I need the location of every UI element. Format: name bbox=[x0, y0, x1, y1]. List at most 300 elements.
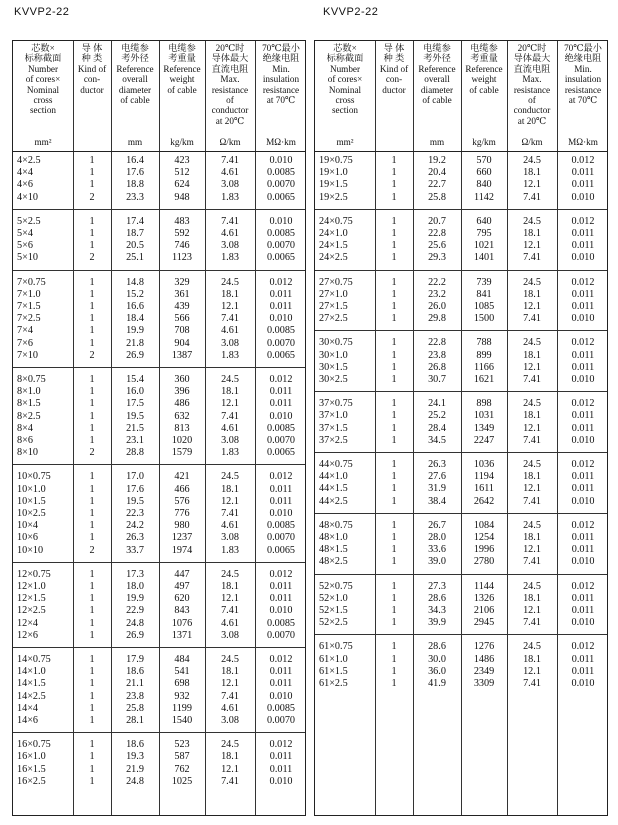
cell-diameter: 18.6 bbox=[126, 666, 144, 678]
cell-resistance: 12.1 bbox=[221, 763, 239, 775]
table-row bbox=[13, 240, 305, 252]
cell-diameter: 16.6 bbox=[126, 301, 144, 312]
cell-section: 10×4 bbox=[17, 520, 39, 532]
cell-resistance: 24.5 bbox=[221, 374, 239, 385]
cell-resistance: 3.08 bbox=[221, 179, 239, 191]
cell-weight: 788 bbox=[476, 337, 492, 349]
cell-kind: 1 bbox=[89, 398, 95, 410]
cell-diameter: 41.9 bbox=[428, 678, 446, 689]
table-row bbox=[315, 532, 607, 544]
cell-insulation: 0.0085 bbox=[266, 520, 295, 532]
table-row bbox=[315, 605, 607, 617]
cell-section: 19×1.0 bbox=[319, 167, 348, 179]
table-row bbox=[13, 678, 305, 690]
cell-insulation: 0.0085 bbox=[266, 702, 295, 714]
cell-section: 24×2.5 bbox=[319, 252, 348, 264]
cell-insulation: 0.0070 bbox=[266, 532, 295, 544]
cell-diameter: 24.1 bbox=[428, 398, 446, 410]
cell-kind: 1 bbox=[391, 641, 397, 653]
cell-insulation: 0.012 bbox=[269, 276, 293, 288]
cell-kind: 1 bbox=[391, 276, 397, 288]
cell-kind: 1 bbox=[391, 556, 397, 568]
cell-insulation: 0.011 bbox=[269, 483, 293, 495]
table-row bbox=[13, 155, 305, 167]
cell-insulation: 0.010 bbox=[269, 605, 293, 617]
cell-section: 8×10 bbox=[17, 447, 39, 459]
header-section-unit: mm² bbox=[336, 137, 354, 147]
cell-weight: 840 bbox=[476, 179, 492, 191]
table-row bbox=[315, 216, 607, 228]
table-row bbox=[13, 520, 305, 532]
cell-section: 52×2.5 bbox=[319, 617, 348, 629]
cell-section: 37×1.0 bbox=[319, 410, 348, 422]
cell-section: 7×2.5 bbox=[17, 313, 41, 325]
header-kind: 导 体 种 类 Kind of con- ductor bbox=[379, 43, 409, 95]
cell-section: 8×0.75 bbox=[17, 374, 46, 385]
table-row bbox=[13, 569, 305, 581]
cell-resistance: 12.1 bbox=[221, 593, 239, 605]
cell-diameter: 39.0 bbox=[428, 556, 446, 568]
cell-section: 7×6 bbox=[17, 337, 33, 349]
cell-weight: 1031 bbox=[473, 410, 495, 422]
table-row bbox=[315, 228, 607, 240]
cell-diameter: 21.8 bbox=[126, 337, 144, 349]
cell-weight: 587 bbox=[174, 751, 190, 763]
cell-insulation: 0.011 bbox=[269, 301, 293, 312]
cell-section: 30×1.0 bbox=[319, 349, 348, 361]
cell-weight: 592 bbox=[174, 228, 190, 239]
table-row bbox=[13, 277, 305, 289]
table-row bbox=[315, 398, 607, 410]
cell-kind: 1 bbox=[89, 568, 95, 580]
cell-insulation: 0.012 bbox=[571, 519, 595, 531]
cell-resistance: 18.1 bbox=[523, 228, 541, 239]
table-row bbox=[13, 313, 305, 325]
cell-section: 27×2.5 bbox=[319, 313, 348, 325]
cell-resistance: 12.1 bbox=[523, 483, 541, 495]
cell-resistance: 24.5 bbox=[523, 215, 541, 227]
cell-insulation: 0.011 bbox=[571, 592, 595, 604]
cell-kind: 1 bbox=[391, 483, 397, 495]
cell-kind: 1 bbox=[391, 215, 397, 227]
cell-section: 16×2.5 bbox=[17, 775, 46, 787]
cell-kind: 1 bbox=[391, 191, 397, 203]
cell-kind: 1 bbox=[89, 386, 95, 398]
cell-weight: 1020 bbox=[171, 435, 193, 446]
cell-kind: 1 bbox=[89, 532, 95, 544]
cell-resistance: 12.1 bbox=[523, 179, 541, 191]
cell-diameter: 22.9 bbox=[126, 605, 144, 617]
cell-kind: 1 bbox=[89, 155, 95, 166]
cell-diameter: 18.0 bbox=[126, 581, 144, 592]
cell-diameter: 18.6 bbox=[126, 739, 144, 751]
cell-kind: 1 bbox=[89, 276, 95, 288]
cell-insulation: 0.010 bbox=[269, 508, 293, 519]
cell-kind: 1 bbox=[391, 422, 397, 434]
cell-weight: 329 bbox=[174, 276, 190, 288]
cell-diameter: 16.4 bbox=[126, 155, 144, 166]
cell-weight: 762 bbox=[174, 763, 190, 775]
table-row bbox=[315, 617, 607, 629]
cell-diameter: 26.0 bbox=[428, 301, 446, 312]
cell-kind: 1 bbox=[89, 495, 95, 507]
cell-weight: 1401 bbox=[473, 252, 495, 264]
cell-insulation: 0.0070 bbox=[266, 435, 295, 446]
cell-insulation: 0.010 bbox=[571, 617, 595, 629]
cell-diameter: 20.7 bbox=[428, 215, 446, 227]
cell-kind: 1 bbox=[391, 544, 397, 556]
table-row bbox=[13, 411, 305, 423]
table-row bbox=[315, 179, 607, 191]
cell-insulation: 0.011 bbox=[571, 483, 595, 495]
cell-resistance: 1.83 bbox=[221, 447, 239, 459]
cell-section: 8×1.5 bbox=[17, 398, 41, 410]
cell-insulation: 0.011 bbox=[571, 422, 595, 434]
cell-insulation: 0.010 bbox=[571, 556, 595, 568]
cell-weight: 776 bbox=[174, 508, 190, 519]
cell-weight: 1326 bbox=[473, 592, 495, 604]
table-row bbox=[13, 484, 305, 496]
cell-resistance: 7.41 bbox=[523, 191, 541, 203]
table-row bbox=[315, 593, 607, 605]
cell-kind: 1 bbox=[391, 155, 397, 166]
group-separator bbox=[315, 391, 607, 392]
cell-kind: 1 bbox=[391, 495, 397, 507]
cell-section: 7×1.0 bbox=[17, 288, 41, 300]
cell-kind: 1 bbox=[89, 617, 95, 629]
table-row bbox=[13, 447, 305, 459]
cell-weight: 1486 bbox=[473, 653, 495, 665]
cell-kind: 1 bbox=[89, 325, 95, 337]
group-separator bbox=[13, 732, 305, 733]
cell-weight: 512 bbox=[174, 167, 190, 179]
cell-kind: 2 bbox=[89, 191, 95, 203]
cell-resistance: 7.41 bbox=[221, 508, 239, 519]
cell-section: 52×1.0 bbox=[319, 592, 348, 604]
cell-resistance: 18.1 bbox=[523, 349, 541, 361]
cell-kind: 1 bbox=[391, 519, 397, 531]
table-row bbox=[315, 520, 607, 532]
group-separator bbox=[13, 270, 305, 271]
cell-insulation: 0.0085 bbox=[266, 617, 295, 629]
table-row bbox=[13, 179, 305, 191]
group-separator bbox=[315, 209, 607, 210]
cell-diameter: 18.7 bbox=[126, 228, 144, 239]
cell-kind: 1 bbox=[89, 739, 95, 751]
cell-kind: 1 bbox=[89, 654, 95, 665]
cell-insulation: 0.010 bbox=[571, 313, 595, 325]
cell-diameter: 19.2 bbox=[428, 155, 446, 166]
group-separator bbox=[315, 330, 607, 331]
table-row bbox=[315, 666, 607, 678]
cell-weight: 1579 bbox=[171, 447, 193, 459]
cell-resistance: 18.1 bbox=[221, 751, 239, 763]
cell-resistance: 4.61 bbox=[221, 702, 239, 714]
cell-resistance: 12.1 bbox=[221, 495, 239, 507]
cell-weight: 1349 bbox=[473, 422, 495, 434]
table-row bbox=[315, 423, 607, 435]
cell-section: 61×0.75 bbox=[319, 641, 353, 653]
table-row bbox=[13, 739, 305, 751]
cell-resistance: 3.08 bbox=[221, 715, 239, 726]
cell-resistance: 24.5 bbox=[523, 519, 541, 531]
cell-kind: 1 bbox=[391, 252, 397, 264]
cell-insulation: 0.012 bbox=[269, 568, 293, 580]
cell-section: 27×1.0 bbox=[319, 288, 348, 300]
cell-resistance: 12.1 bbox=[523, 240, 541, 252]
cell-kind: 1 bbox=[89, 374, 95, 385]
cell-kind: 1 bbox=[89, 240, 95, 252]
cell-resistance: 18.1 bbox=[523, 410, 541, 422]
header-resistance-unit: Ω/km bbox=[219, 137, 241, 147]
cell-diameter: 19.9 bbox=[126, 325, 144, 337]
cell-section: 14×0.75 bbox=[17, 654, 51, 665]
cell-weight: 2349 bbox=[473, 665, 495, 677]
cell-section: 14×1.5 bbox=[17, 678, 46, 690]
cell-section: 48×1.0 bbox=[319, 532, 348, 543]
cell-section: 44×1.5 bbox=[319, 483, 348, 495]
cell-weight: 570 bbox=[476, 155, 492, 166]
cell-resistance: 7.41 bbox=[523, 434, 541, 446]
cell-resistance: 18.1 bbox=[221, 581, 239, 592]
cell-section: 10×6 bbox=[17, 532, 39, 544]
cell-insulation: 0.010 bbox=[571, 191, 595, 203]
cell-kind: 1 bbox=[391, 240, 397, 252]
cell-diameter: 23.1 bbox=[126, 435, 144, 446]
cell-resistance: 3.08 bbox=[221, 337, 239, 349]
cell-insulation: 0.011 bbox=[571, 410, 595, 422]
cell-weight: 841 bbox=[476, 288, 492, 300]
table-row bbox=[315, 581, 607, 593]
cell-kind: 1 bbox=[89, 422, 95, 434]
table-row bbox=[13, 593, 305, 605]
cell-kind: 1 bbox=[391, 374, 397, 385]
cell-section: 30×2.5 bbox=[319, 374, 348, 385]
cell-section: 37×0.75 bbox=[319, 398, 353, 410]
cell-weight: 421 bbox=[174, 471, 190, 483]
cell-section: 12×6 bbox=[17, 629, 39, 641]
cell-resistance: 7.41 bbox=[523, 495, 541, 507]
cell-diameter: 23.3 bbox=[126, 191, 144, 203]
cell-diameter: 28.8 bbox=[126, 447, 144, 459]
cell-diameter: 33.7 bbox=[126, 544, 144, 556]
cell-section: 19×1.5 bbox=[319, 179, 348, 191]
cell-kind: 1 bbox=[89, 775, 95, 787]
cell-section: 19×0.75 bbox=[319, 155, 353, 166]
cell-insulation: 0.010 bbox=[571, 374, 595, 385]
header-insulation-unit: MΩ·km bbox=[568, 137, 598, 147]
cell-weight: 1371 bbox=[171, 629, 193, 641]
cell-resistance: 12.1 bbox=[523, 422, 541, 434]
cell-section: 8×6 bbox=[17, 435, 33, 446]
cell-diameter: 24.8 bbox=[126, 617, 144, 629]
cell-insulation: 0.0070 bbox=[266, 240, 295, 252]
cell-section: 61×1.5 bbox=[319, 665, 348, 677]
cell-weight: 898 bbox=[476, 398, 492, 410]
cell-kind: 1 bbox=[391, 313, 397, 325]
header-insulation: 70℃最小 绝缘电阻 Min. insulation resistance at 70℃ bbox=[564, 43, 602, 106]
cell-kind: 2 bbox=[89, 544, 95, 556]
cell-weight: 2945 bbox=[473, 617, 495, 629]
cell-resistance: 1.83 bbox=[221, 191, 239, 203]
table-row bbox=[315, 496, 607, 508]
cell-resistance: 4.61 bbox=[221, 167, 239, 179]
cell-kind: 1 bbox=[391, 349, 397, 361]
header-weight-unit: kg/km bbox=[472, 137, 496, 147]
cell-insulation: 0.0070 bbox=[266, 337, 295, 349]
cell-insulation: 0.0065 bbox=[266, 252, 295, 264]
cell-resistance: 18.1 bbox=[523, 592, 541, 604]
group-separator bbox=[13, 367, 305, 368]
cell-section: 10×2.5 bbox=[17, 508, 46, 519]
cell-diameter: 26.9 bbox=[126, 629, 144, 641]
cell-resistance: 24.5 bbox=[523, 580, 541, 592]
cell-insulation: 0.011 bbox=[269, 288, 293, 300]
table-row bbox=[315, 410, 607, 422]
cell-insulation: 0.0065 bbox=[266, 544, 295, 556]
cell-weight: 843 bbox=[174, 605, 190, 617]
cell-insulation: 0.011 bbox=[571, 665, 595, 677]
cell-insulation: 0.012 bbox=[571, 580, 595, 592]
cell-weight: 1142 bbox=[474, 191, 494, 203]
cell-resistance: 24.5 bbox=[523, 276, 541, 288]
table-row bbox=[315, 678, 607, 690]
cell-diameter: 21.9 bbox=[126, 763, 144, 775]
table-row bbox=[315, 544, 607, 556]
cell-weight: 2642 bbox=[473, 495, 495, 507]
table-row bbox=[315, 471, 607, 483]
cell-section: 5×10 bbox=[17, 252, 39, 264]
cell-section: 7×10 bbox=[17, 349, 39, 361]
table-row bbox=[13, 666, 305, 678]
cell-insulation: 0.011 bbox=[571, 167, 595, 179]
table-header bbox=[13, 41, 305, 152]
cell-weight: 360 bbox=[174, 374, 190, 385]
cell-section: 8×4 bbox=[17, 422, 33, 434]
cell-weight: 483 bbox=[174, 215, 190, 227]
cell-kind: 1 bbox=[89, 337, 95, 349]
cell-diameter: 25.6 bbox=[428, 240, 446, 252]
cell-kind: 1 bbox=[89, 763, 95, 775]
cell-resistance: 24.5 bbox=[523, 641, 541, 653]
cell-kind: 2 bbox=[89, 252, 95, 264]
cell-weight: 904 bbox=[174, 337, 190, 349]
cell-insulation: 0.0085 bbox=[266, 228, 295, 239]
right-table-title: KVVP2-22 bbox=[323, 6, 379, 18]
cell-diameter: 18.4 bbox=[126, 313, 144, 325]
cell-resistance: 24.5 bbox=[523, 337, 541, 349]
table-row bbox=[315, 313, 607, 325]
cell-insulation: 0.011 bbox=[571, 544, 595, 556]
header-weight: 电缆参 考重量 Reference weight of cable bbox=[163, 43, 201, 95]
cell-insulation: 0.011 bbox=[269, 751, 293, 763]
cell-weight: 1611 bbox=[474, 483, 494, 495]
cell-resistance: 3.08 bbox=[221, 435, 239, 446]
table-row bbox=[13, 715, 305, 727]
cell-weight: 523 bbox=[174, 739, 190, 751]
cell-resistance: 7.41 bbox=[221, 155, 239, 166]
cell-kind: 1 bbox=[391, 532, 397, 543]
table-row bbox=[13, 423, 305, 435]
cell-diameter: 20.5 bbox=[126, 240, 144, 252]
cell-insulation: 0.012 bbox=[571, 398, 595, 410]
cell-kind: 1 bbox=[391, 617, 397, 629]
cell-diameter: 22.2 bbox=[428, 276, 446, 288]
cell-insulation: 0.0065 bbox=[266, 447, 295, 459]
table-row bbox=[315, 374, 607, 386]
cell-weight: 2247 bbox=[473, 434, 495, 446]
cell-insulation: 0.011 bbox=[571, 471, 595, 483]
cell-resistance: 7.41 bbox=[523, 313, 541, 325]
cell-insulation: 0.011 bbox=[269, 763, 293, 775]
left-spec-table bbox=[12, 40, 306, 816]
cell-kind: 1 bbox=[391, 337, 397, 349]
table-row bbox=[13, 776, 305, 788]
cell-resistance: 7.41 bbox=[221, 775, 239, 787]
table-row bbox=[13, 496, 305, 508]
cell-kind: 1 bbox=[391, 179, 397, 191]
cell-section: 10×10 bbox=[17, 544, 44, 556]
cell-kind: 1 bbox=[89, 715, 95, 726]
cell-diameter: 22.7 bbox=[428, 179, 446, 191]
group-separator bbox=[315, 634, 607, 635]
table-row bbox=[315, 483, 607, 495]
cell-diameter: 29.3 bbox=[428, 252, 446, 264]
group-separator bbox=[315, 574, 607, 575]
table-row bbox=[315, 240, 607, 252]
cell-weight: 541 bbox=[174, 666, 190, 678]
table-row bbox=[13, 350, 305, 362]
cell-diameter: 15.4 bbox=[126, 374, 144, 385]
cell-section: 7×4 bbox=[17, 325, 33, 337]
cell-weight: 2780 bbox=[473, 556, 495, 568]
cell-kind: 1 bbox=[391, 288, 397, 300]
cell-insulation: 0.010 bbox=[269, 313, 293, 325]
cell-resistance: 18.1 bbox=[221, 386, 239, 398]
cell-resistance: 18.1 bbox=[523, 167, 541, 179]
cell-kind: 2 bbox=[89, 349, 95, 361]
header-section: 芯数× 标称截面 Number of cores× Nominal cross section bbox=[326, 43, 364, 116]
cell-weight: 3309 bbox=[473, 678, 495, 689]
cell-section: 24×0.75 bbox=[319, 215, 353, 227]
header-diameter-unit: mm bbox=[127, 137, 143, 147]
cell-insulation: 0.010 bbox=[269, 410, 293, 422]
cell-diameter: 30.7 bbox=[428, 374, 446, 385]
cell-kind: 1 bbox=[89, 313, 95, 325]
cell-weight: 486 bbox=[174, 398, 190, 410]
cell-resistance: 7.41 bbox=[523, 678, 541, 689]
cell-weight: 566 bbox=[174, 313, 190, 325]
cell-kind: 1 bbox=[391, 167, 397, 179]
cell-resistance: 12.1 bbox=[523, 544, 541, 556]
cell-insulation: 0.012 bbox=[269, 374, 293, 385]
cell-diameter: 34.5 bbox=[428, 434, 446, 446]
table-row bbox=[13, 691, 305, 703]
cell-insulation: 0.012 bbox=[571, 459, 595, 470]
cell-kind: 1 bbox=[391, 592, 397, 604]
cell-section: 5×2.5 bbox=[17, 215, 41, 227]
cell-section: 37×1.5 bbox=[319, 422, 348, 434]
cell-kind: 1 bbox=[391, 605, 397, 616]
header-resistance: 20℃时 导体最大 直流电阻 Max. resistance of conductor at 20℃ bbox=[513, 43, 551, 126]
cell-weight: 1144 bbox=[474, 580, 494, 592]
cell-section: 14×1.0 bbox=[17, 666, 46, 678]
cell-diameter: 19.5 bbox=[126, 495, 144, 507]
cell-kind: 1 bbox=[89, 702, 95, 714]
table-row bbox=[315, 252, 607, 264]
cell-section: 12×4 bbox=[17, 617, 39, 629]
cell-diameter: 29.8 bbox=[428, 313, 446, 325]
